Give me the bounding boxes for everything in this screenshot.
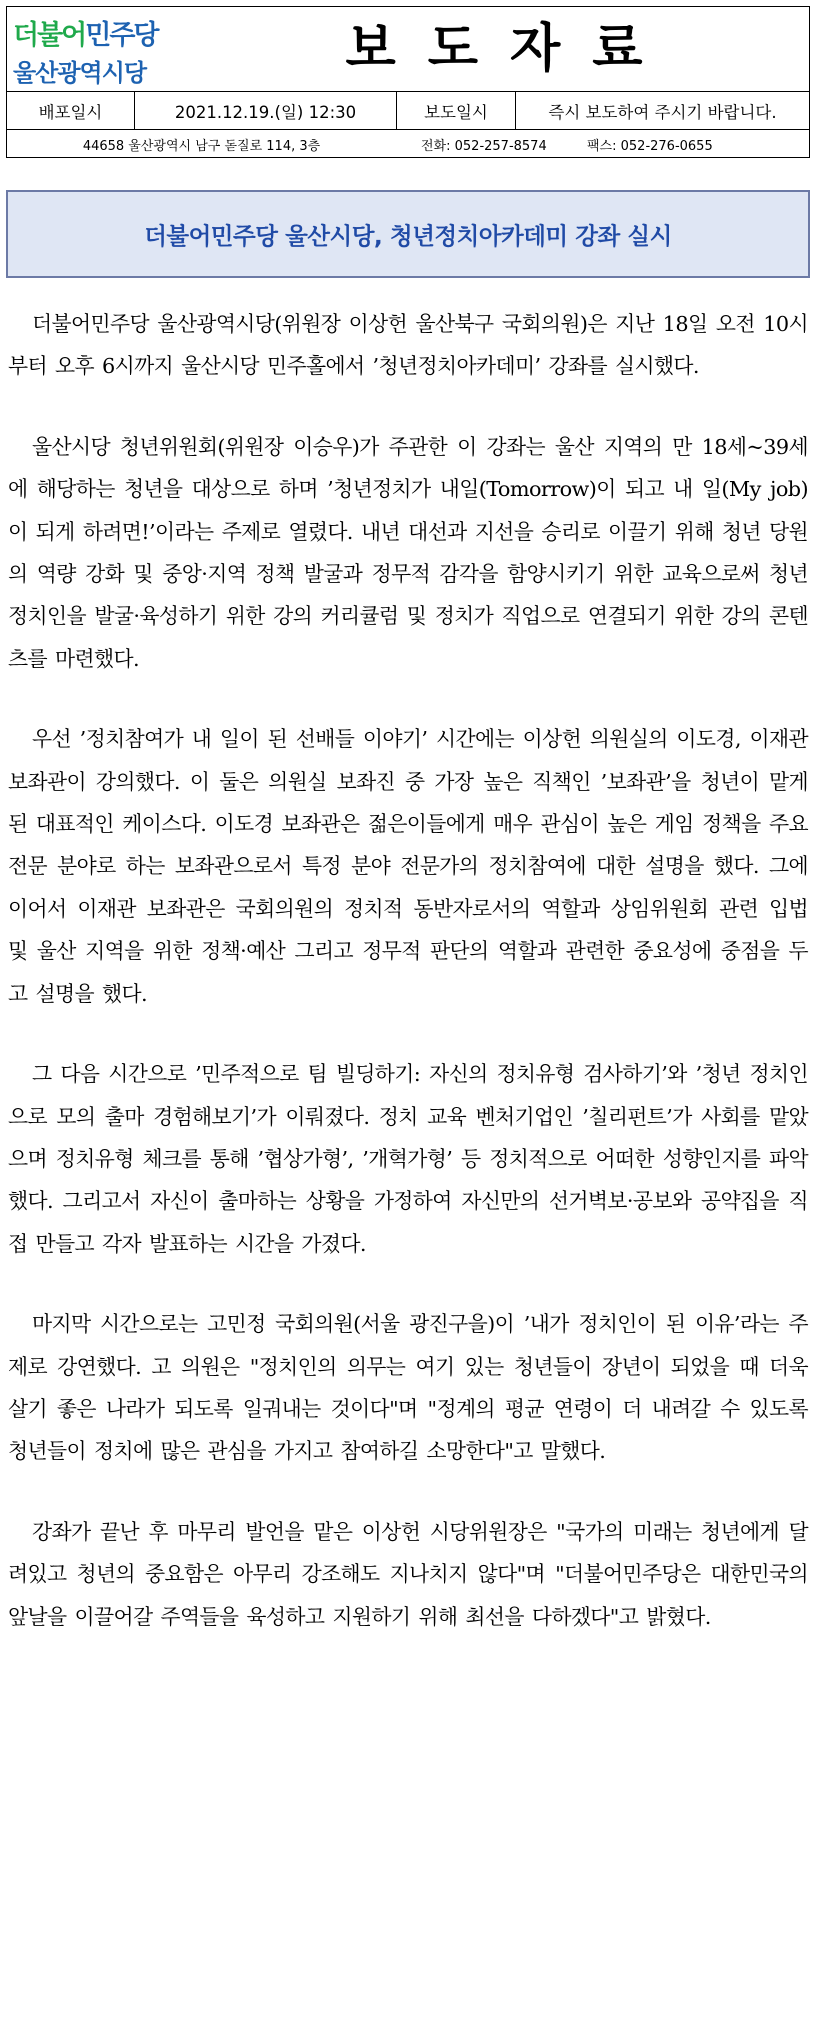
party-logo [7, 7, 179, 87]
page-title: 보도자료 [345, 19, 675, 79]
paragraph: 강좌가 끝난 후 마무리 발언을 맡은 이상헌 시당위원장은 "국가의 미래는 청년에게 달려있고 청년의 중요함은 아무리 강조해도 지나치지 않다"며 "더불어민주당은 대한민국의 앞날을 이끌어갈 주역들을 육성하고 지원하기 위해 최선을 다하겠다"고 밝혔다. [8, 1519, 808, 1629]
phone-number: 전화: 052-257-8574 [421, 138, 547, 154]
headline-box [6, 190, 810, 278]
paragraph: 울산시당 청년위원회(위원장 이승우)가 주관한 이 강좌는 울산 지역의 만 18세~39세에 해당하는 청년을 대상으로 하며 ’청년정치가 내일(Tomorrow)이 되고 내 일(My job)이 되게 하려면!’이라는 주제로 열렸다. 내년 대선과 지선을 승리로 이끌기 위해 청년 당원의 역량 강화 및 중앙·지역 정책 발굴과 정무적 감각을 함양시키기 위한 교육으로써 청년 정치인을 발굴·육성하기 위한 강의 커리큘럼 및 정치가 직업으로 연결되기 위한 강의 콘텐츠를 마련했다. [8, 434, 808, 671]
contact-row [7, 129, 809, 158]
report-date-label: 보도일시 [396, 92, 515, 130]
paragraph: 우선 ’정치참여가 내 일이 된 선배들 이야기’ 시간에는 이상헌 의원실의 이도경, 이재관 보좌관이 강의했다. 이 둘은 의원실 보좌진 중 가장 높은 직책인 ’보좌관’을 청년이 맡게 된 대표적인 케이스다. 이도경 보좌관은 젊은이들에게 매우 관심이 높은 게임 정책을 주요 전문 분야로 하는 보좌관으로서 특정 분야 전문가의 정치참여에 대한 설명을 했다. 그에 이어서 이재관 보좌관은 국회의원의 정치적 동반자로서의 역할과 상임위원회 관련 입법 및 울산 지역을 위한 정책·예산 그리고 정무적 판단의 역할과 관련한 중요성에 중점을 두고 설명을 했다. [8, 727, 808, 1006]
logo-text-green: 더불어 [13, 20, 86, 51]
paragraph: 마지막 시간으로는 고민정 국회의원(서울 광진구을)이 ’내가 정치인이 된 이유’라는 주제로 강연했다. 고 의원은 "정치인의 의무는 여기 있는 청년들이 장년이 되었을 때 더욱 살기 좋은 나라가 되도록 일궈내는 것이다"며 "정계의 평균 연령이 더 내려갈 수 있도록 청년들이 정치에 많은 관심을 가지고 참여하길 소망한다"고 말했다. [8, 1312, 808, 1464]
paragraph: 그 다음 시간으로 ’민주적으로 팀 빌딩하기: 자신의 정치유형 검사하기’와 ’청년 정치인으로 모의 출마 경험해보기’가 이뤄졌다. 정치 교육 벤처기업인 ’칠리펀트’가 사회를 맡았으며 정치유형 체크를 통해 ’협상가형’, ’개혁가형’ 등 정치적으로 어떠한 성향인지를 파악했다. 그리고서 자신이 출마하는 상황을 가정하여 자신만의 선거벽보·공보와 공약집을 직접 만들고 각자 발표하는 시간을 가졌다. [8, 1062, 808, 1256]
fax-number: 팩스: 052-276-0655 [587, 138, 713, 154]
press-release-header [6, 6, 810, 158]
paragraph: 더불어민주당 울산광역시당(위원장 이상헌 울산북구 국회의원)은 지난 18일 오전 10시부터 오후 6시까지 울산시당 민주홀에서 ’청년정치아카데미’ 강좌를 실시했다. [8, 312, 808, 379]
logo-text-blue: 민주당 [85, 20, 158, 51]
release-date-label: 배포일시 [38, 103, 103, 122]
headline: 더불어민주당 울산시당, 청년정치아카데미 강좌 실시 [144, 222, 672, 250]
release-info-row [7, 91, 809, 130]
release-date-value: 2021.12.19.(일) 12:30 [134, 92, 396, 130]
logo-subtitle: 울산광역시당 [13, 59, 147, 87]
report-date-value: 즉시 보도하여 주시기 바랍니다. [515, 92, 809, 130]
article-body [8, 303, 808, 1676]
address: 44658 울산광역시 남구 돋질로 114, 3층 [82, 138, 321, 154]
